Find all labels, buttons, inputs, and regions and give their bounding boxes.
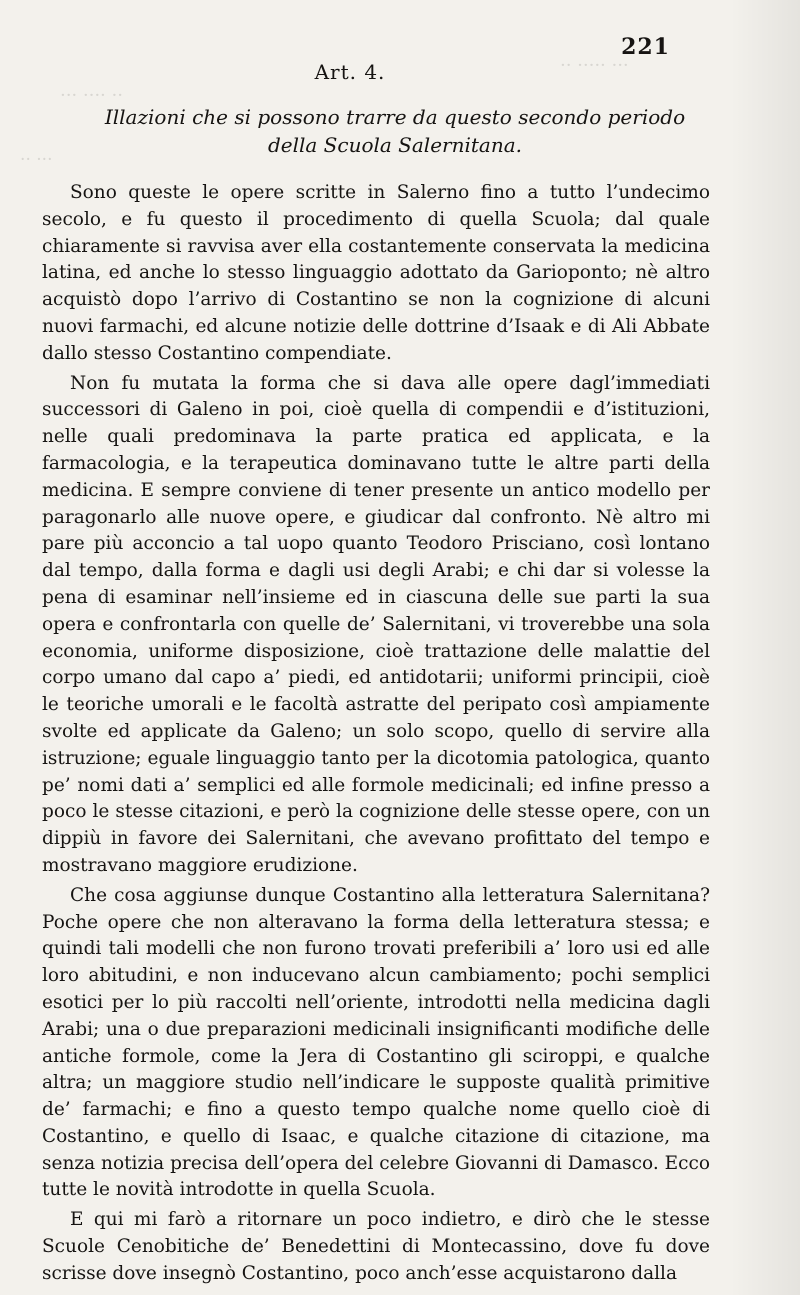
page-number: 221: [621, 34, 670, 60]
subtitle-line-1: Illazioni che si possono trarre da questo secondo periodo: [104, 105, 686, 129]
paragraph-4: E qui mi farò a ritornare un poco indietro, e dirò che le stesse Scuole Cenobitiche de’ Benedettini di Montecassino, dove fu dove scrisse dove insegnò Costantino, poco anch’esse acquistarono dalla: [42, 1209, 710, 1284]
paragraph-3: Che cosa aggiunse dunque Costantino alla letteratura Salernitana? Poche opere che non alteravano la forma della letteratura stessa; e quindi tali modelli che non furono trovati preferibili a’ loro usi ed alle loro abitudini, e non inducevano alcun cambiamento; pochi semplici esotici per lo più raccolti nell’oriente, introdotti nella medicina dagli Arabi; una o due preparazioni medicinali insignificanti modifiche delle antiche formole, come la Jera di Costantino gli sciroppi, e qualche altra; un maggiore studio nell’indicare le supposte qualità primitive de’ farmachi; e fino a questo tempo qualche nome quello cioè di Costantino, e quello di Isaac, e qualche citazione di citazione, ma senza notizia precisa dell’opera del celebre Giovanni di Damasco. Ecco tutte le novità introdotte in quella Scuola.: [42, 884, 710, 1201]
paragraph-1: Sono queste le opere scritte in Salerno fino a tutto l’undecimo secolo, e fu questo il procedimento di quella Scuola; dal quale chiaramente si ravvisa aver ella costantemente conservata la medicina latina, ed anche lo stesso linguaggio adottato da Garioponto; nè altro acquistò dopo l’arrivo di Costantino se non la cognizione di alcuni nuovi farmachi, ed alcune notizie delle dottrine d’Isaak e di Ali Abbate dallo stesso Costantino compendiate.: [42, 182, 710, 364]
body-text: [42, 180, 710, 1291]
show-through-text: ··· ····· ··: [560, 55, 629, 76]
page-edge-shadow: [730, 0, 800, 1295]
article-subtitle: [85, 103, 705, 159]
article-heading: Art. 4.: [314, 60, 386, 84]
subtitle-line-2: della Scuola Salernitana.: [267, 133, 523, 157]
paragraph-2: Non fu mutata la forma che si dava alle opere dagl’immediati successori di Galeno in poi, cioè quella di compendii e d’istituzioni, nelle quali predominava la parte pratica ed applicata, e la farmacologia, e la terapeutica dominavano tutte le altre parti della medicina. E sempre conviene di tener presente un antico modello per paragonarlo alle nuove opere, e giudicar dal confronto. Nè altro mi pare più acconcio a tal uopo quanto Teodoro Prisciano, così lontano dal tempo, dalla forma e dagli usi degli Arabi; e chi dar si volesse la pena di esaminar nell’insieme ed in ciascuna delle sue parti la sua opera e confrontarla con quelle de’ Salernitani, vi troverebbe una sola economia, uniforme disposizione, cioè trattazione delle malattie del corpo umano dal capo a’ piedi, ed antidotarii; uniformi principii, cioè le teoriche umorali e le facoltà astratte del peripato così ampiamente svolte ed applicate da Galeno; un solo scopo, quello di servire alla istruzione; eguale linguaggio tanto per la dicotomia patologica, quanto pe’ nomi dati a’ semplici ed alle formole medicinali; ed infine presso a poco le stesse citazioni, e però la cognizione delle stesse opere, con un dippiù in favore dei Salernitani, che avevano profittato del tempo e mostravano maggiore erudizione.: [42, 372, 710, 876]
show-through-text: ·· ···· ···: [60, 85, 123, 106]
show-through-text: ··· ··: [20, 150, 53, 170]
